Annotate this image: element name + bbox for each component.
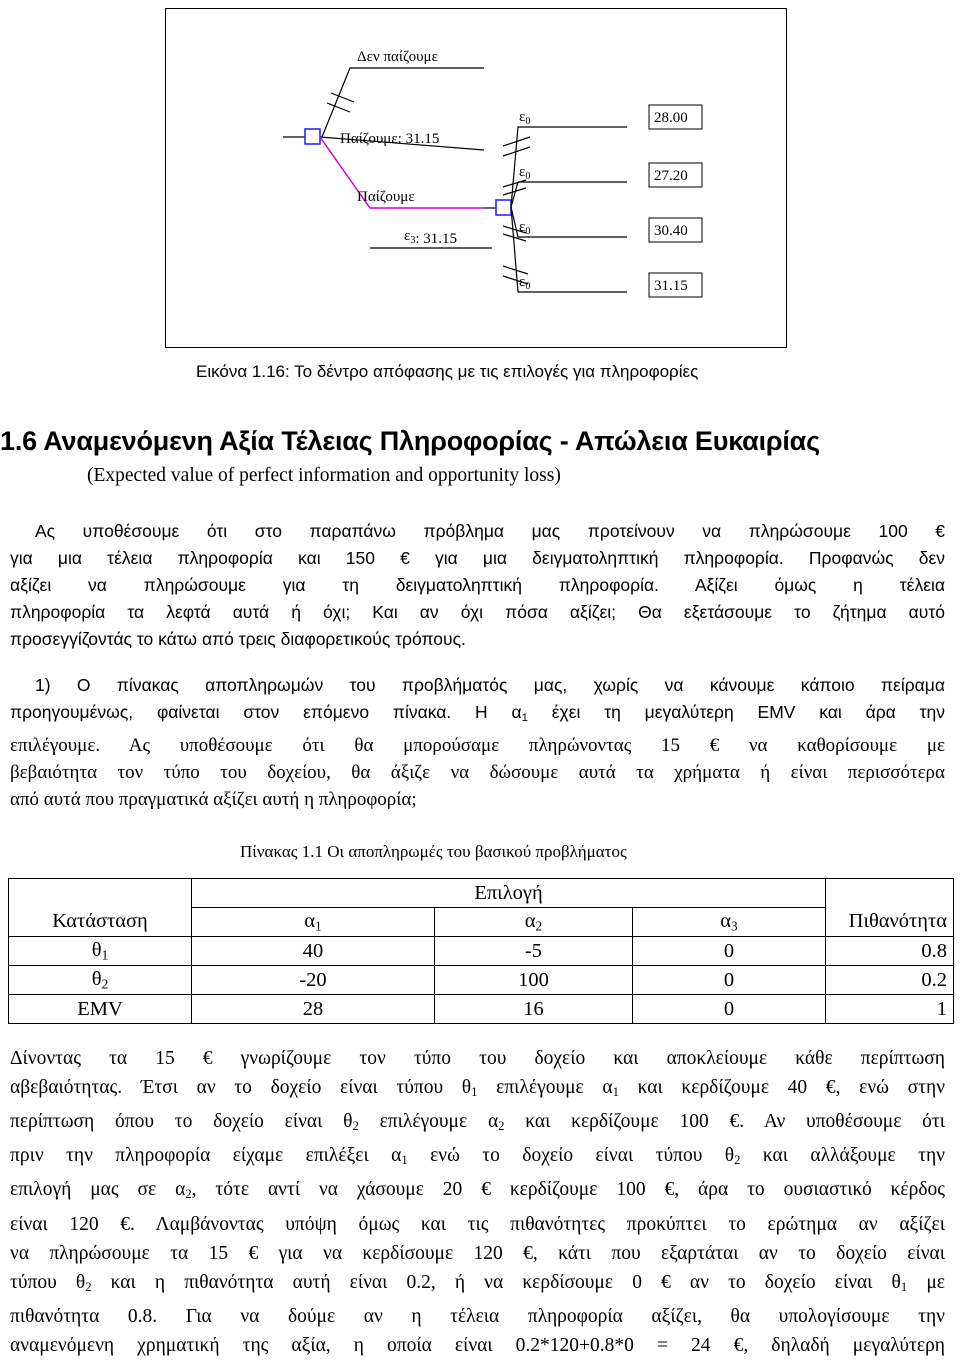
- label-e3-value: $\varepsilon_3$: 31.15: [404, 228, 457, 247]
- text-line: είναι 120 €. Λαμβάνοντας υπόψη όμως και τις πιθανότητες προκύπτει το ερώτημα αν αξίζει: [10, 1213, 945, 1235]
- table-cell: 40: [192, 937, 435, 966]
- table-row: [9, 937, 954, 966]
- text-line: πιθανότητα 0.8. Για να δούμε αν η τέλεια πληροφορία αξίζει, θα υπολογίσουμε την: [10, 1305, 945, 1327]
- state-label: $\varepsilon_0$: [519, 164, 531, 182]
- table-header: $\alpha_2$: [435, 908, 633, 937]
- table-cell: 0: [633, 937, 826, 966]
- table-row: [9, 966, 954, 995]
- state-label: $\varepsilon_0$: [519, 109, 531, 127]
- table-caption: Πίνακας 1.1 Οι αποπληρωμές του βασικού προβλήματος: [240, 842, 627, 861]
- section-subtitle: (Expected value of perfect information and opportunity loss): [87, 465, 561, 486]
- table-cell: -20: [192, 966, 435, 995]
- text-line: προσεγγίζοντάς το κάτω από τρεις διαφορετικούς τρόπους.: [10, 629, 466, 649]
- text-line: για μια τέλεια πληροφορία και 150 € για μια δειγματοληπτική πληροφορία. Προφανώς δεν: [10, 548, 945, 568]
- table-row: [9, 908, 954, 937]
- text-line: περίπτωση όπου το δοχείο είναι $\theta_2$ επιλέγουμε $\alpha_2$ και κερδίζουμε 100 €. Αν υποθέσουμε ότι: [10, 1111, 945, 1134]
- table-row: [9, 879, 954, 908]
- text-line: επιλογή μας σε $\alpha_2$, τότε αντί να χάσουμε 20 € κερδίζουμε 100 €, άρα το ουσιαστικό κέρδος: [10, 1179, 946, 1202]
- table-cell: -5: [435, 937, 633, 966]
- table-cell: 0.8: [826, 937, 954, 966]
- table-cell: 0: [633, 966, 826, 995]
- payoff-value: 28.00: [654, 110, 688, 126]
- text-line: αβεβαιότητας. Έτσι αν το δοχείο είναι τύπου $\theta_1$ επιλέγουμε $\alpha_1$ και κερδίζουμε 40 €, ενώ στην: [10, 1077, 946, 1100]
- state-label: $\varepsilon_0$: [519, 219, 531, 237]
- decision-node-root: [305, 129, 320, 144]
- text-line: αξίζει να πληρώσουμε για τη δειγματοληπτική πληροφορία. Αξίζει όμως η τέλεια: [10, 575, 945, 595]
- hash-mark: [327, 103, 350, 112]
- state-label: $\varepsilon_0$: [519, 274, 531, 292]
- payoff-value: 27.20: [654, 168, 688, 184]
- text-line: πληροφορία τα λεφτά αυτά ή όχι; Και αν όχι πόσα αξίζει; Θα εξετάσουμε το ζήτημα αυτό: [10, 602, 945, 622]
- outcome-branch-1: [511, 127, 627, 207]
- text-line: από αυτά που πραγματικά αξίζει αυτή η πληροφορία;: [10, 788, 417, 810]
- table-header: $\alpha_1$: [192, 908, 435, 937]
- branch-dont-play: [322, 68, 484, 137]
- table-cell: 100: [435, 966, 633, 995]
- table-header: Πιθανότητα: [826, 908, 954, 937]
- hash-mark: [331, 93, 354, 102]
- table-cell: 0.2: [826, 966, 954, 995]
- text-line: προηγουμένως, φαίνεται στον επόμενο πίνακα. Η $\alpha_1$ έχει τη μεγαλύτερη EMV και άρα την: [10, 702, 945, 724]
- paragraph-1: [10, 518, 945, 653]
- label-play-value: Παίζουμε: 31.15: [340, 131, 440, 147]
- table-cell: [826, 879, 954, 908]
- text-line: πριν την πληροφορία είχαμε επιλέξει $\alpha_1$ ενώ το δοχείο είναι τύπου $\theta_2$ και αλλάξουμε την: [10, 1145, 945, 1168]
- table-cell: $\theta_1$: [9, 937, 192, 966]
- outcome-branch-4: [511, 207, 627, 292]
- text-line: βεβαιότητα τον τύπο του δοχείου, θα άξιζε να δώσουμε αυτά τα χρήματα ή είναι περισσότερα: [10, 761, 945, 783]
- table-cell: 16: [435, 995, 633, 1024]
- text-line: επιλέγουμε. Ας υποθέσουμε ότι θα μπορούσαμε πληρώνοντας 15 € να καθορίσουμε με: [10, 734, 945, 756]
- table-header: Κατάσταση: [9, 908, 192, 937]
- text-line: 1) Ο πίνακας αποπληρωμών του προβλήματός μας, χωρίς να κάνουμε κάποιο πείραμα: [35, 675, 945, 695]
- text-line: Δίνοντας τα 15 € γνωρίζουμε τον τύπο του δοχείο και αποκλείουμε κάθε περίπτωση: [10, 1048, 945, 1069]
- hash-mark: [503, 180, 526, 187]
- table-cell: $\theta_2$: [9, 966, 192, 995]
- paragraph-2: [10, 672, 945, 813]
- text-line: αναμενόμενη χρηματική της αξία, η οποία είναι 0.2*120+0.8*0 = 24 €, δηλαδή μεγαλύτερη: [10, 1334, 945, 1356]
- table-header: $\alpha_3$: [633, 908, 826, 937]
- text-line: τύπου $\theta_2$ και η πιθανότητα αυτή είναι 0.2, ή να κερδίσουμε 0 € αν το δοχείο είναι $\theta_1$ με: [10, 1271, 945, 1294]
- payoff-table: [8, 878, 954, 1024]
- text-line: Ας υποθέσουμε ότι στο παραπάνω πρόβλημα μας προτείνουν να πληρώσουμε 100 €: [35, 521, 945, 541]
- label-play: Παίζουμε: [357, 189, 415, 205]
- table-cell: 0: [633, 995, 826, 1024]
- table-cell: 1: [826, 995, 954, 1024]
- text-line: να πληρώσουμε τα 15 € για να κερδίσουμε 120 €, κάτι που εξαρτάται αν το δοχείο είναι: [10, 1242, 945, 1264]
- table-row: [9, 995, 954, 1024]
- payoff-value: 30.40: [654, 223, 688, 239]
- outcome-branch-2: [511, 182, 627, 207]
- table-group-header: Επιλογή: [192, 879, 826, 908]
- label-dont-play: Δεν παίζουμε: [357, 49, 438, 65]
- section-heading: 1.6 Αναμενόμενη Αξία Τέλειας Πληροφορίας - Απώλεια Ευκαιρίας: [0, 426, 820, 456]
- table-cell: [9, 879, 192, 908]
- figure-caption: Εικόνα 1.16: Το δέντρο απόφασης με τις επιλογές για πληροφορίες: [196, 362, 699, 381]
- payoff-value: 31.15: [654, 278, 688, 294]
- table-cell: EMV: [9, 995, 192, 1024]
- table-cell: 28: [192, 995, 435, 1024]
- decision-tree-figure: [0, 0, 960, 360]
- paragraph-3: [10, 1044, 945, 1360]
- chance-node: [496, 200, 511, 215]
